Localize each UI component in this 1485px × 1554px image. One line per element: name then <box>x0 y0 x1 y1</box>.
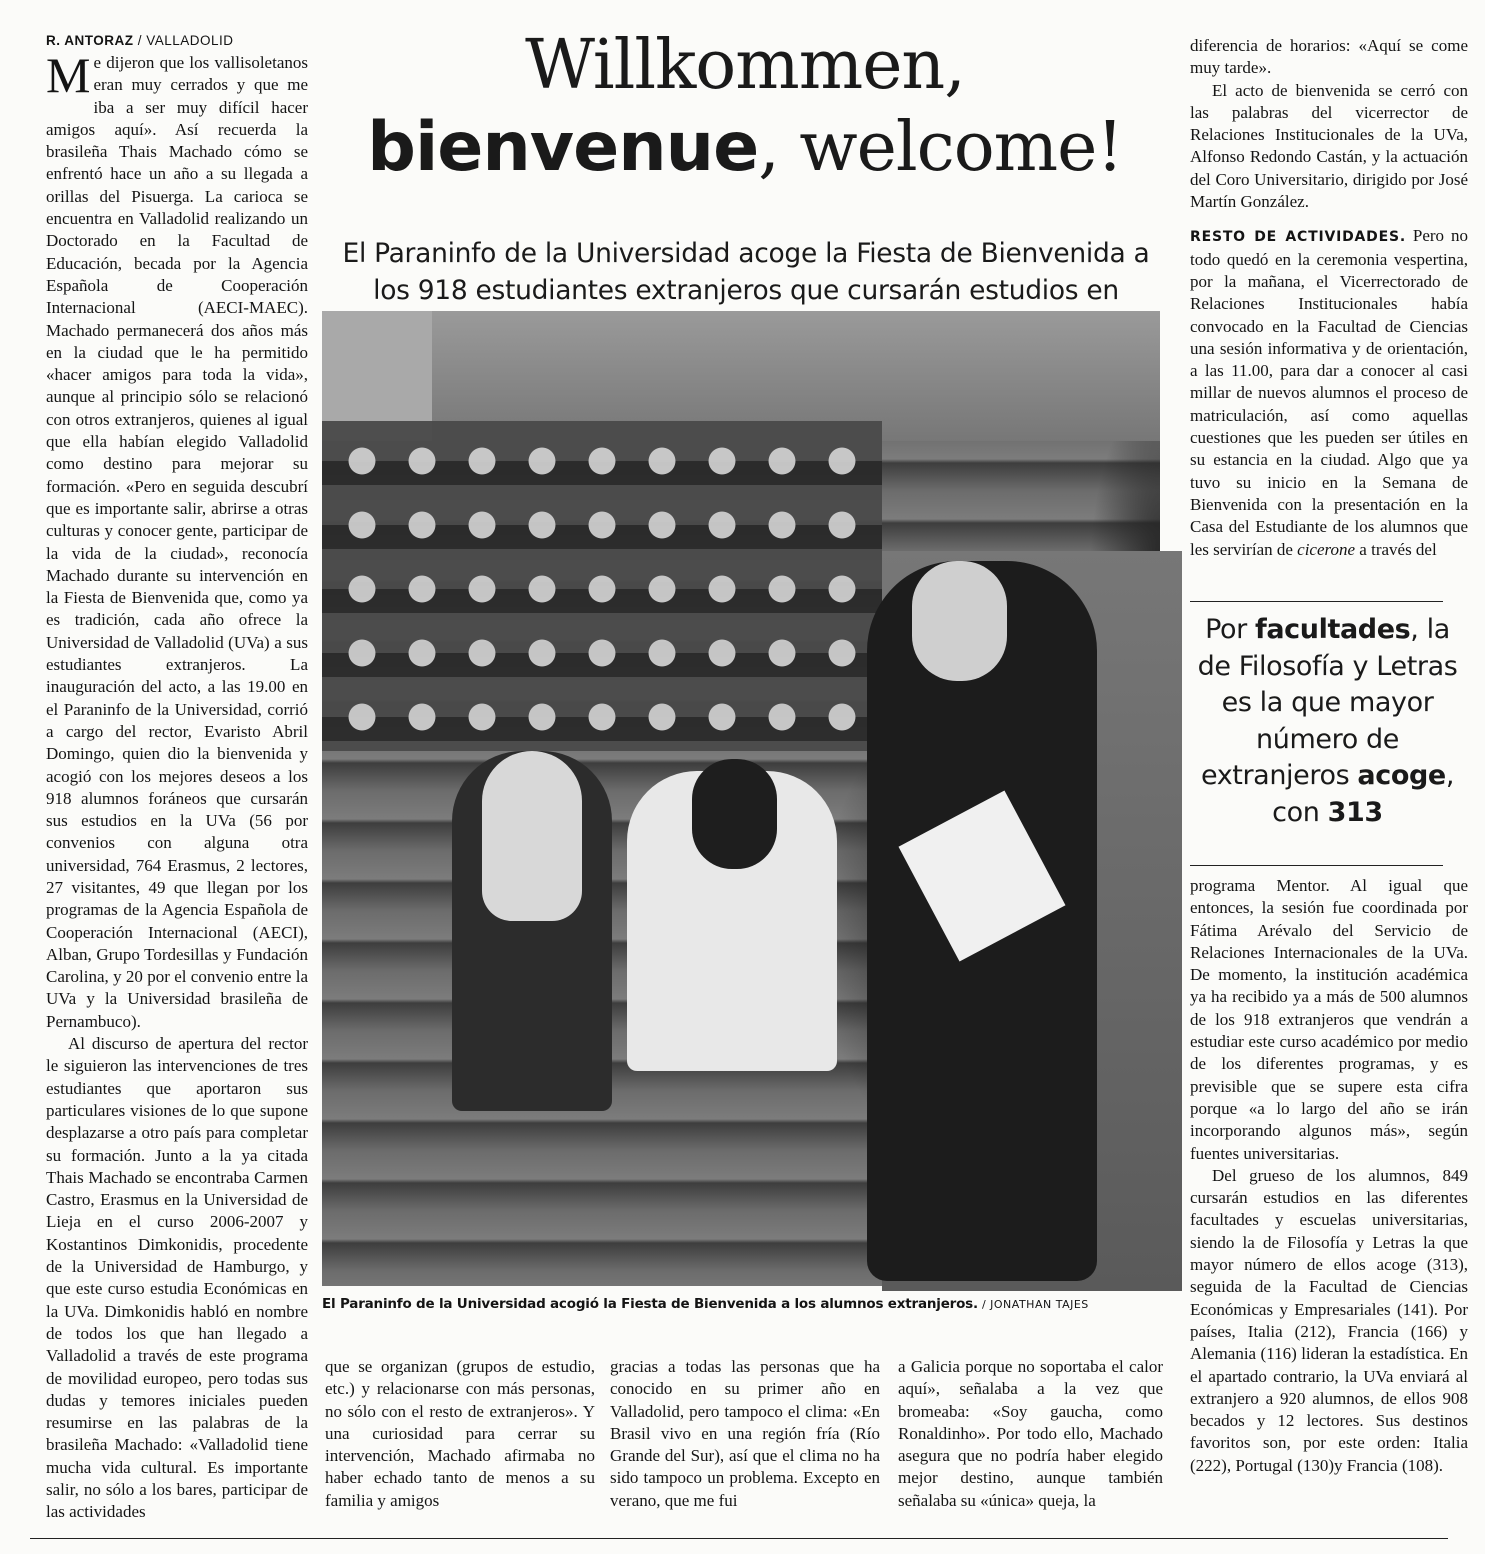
section-heading: RESTO DE ACTIVIDADES. <box>1190 229 1406 246</box>
byline-author: R. ANTORAZ <box>46 33 134 48</box>
article-column-3 <box>610 1356 880 1516</box>
paragraph: gracias a todas las personas que ha conocido en su primer año en Valladolid, pero tampoco el clima: «En Brasil vivo en una región fría (Río Grande del Sur), así que el clima no ha sido tampoco un problema. Excepto en verano, que me fui <box>610 1357 880 1510</box>
paragraph: a Galicia porque no soportaba el calor aquí», señalaba a la vez que bromeaba: «Soy gaucha, como Ronaldinho». Por todo ello, Machado asegura que no podría haber elegido mejor destino, aunque también señalaba su «única» queja, la <box>898 1357 1163 1510</box>
drop-cap: M <box>46 47 91 103</box>
pullquote-text: , la de Filosofía y Letras es la que mayor número de extranjeros <box>1197 614 1458 791</box>
byline <box>46 33 234 48</box>
pullquote-text: , con <box>1272 760 1455 828</box>
headline-bold-word: bienvenue <box>367 108 759 187</box>
paragraph: Al discurso de apertura del rector le siguieron las intervenciones de tres estudiantes que aportaron sus particulares visiones de lo que supone desplazarse a otro país para completar su formación. Junto a la ya citada Thais Machado se encontraba Carmen Castro, Erasmus en la Universidad de Lieja en el curso 2006-2007 y Kostantinos Dimkonidis, procedente de la Universidad de Hamburgo, y que este curso estudia Económicas en la UVa. Dimkonidis habló en nombre de todos los que han llegado a Valladolid a través de este programa de movilidad europeo, pero todas sus dudas y temores iniciales pueden resumirse en las palabras de la brasileña Machado: «Valladolid tiene mucha vida cultural. Es importante salir, no sólo a los bares, participar de las actividades <box>46 1034 308 1522</box>
photo-man-head <box>912 561 1007 681</box>
paragraph: programa Mentor. Al igual que entonces, la sesión fue coordinada por Fátima Arévalo del Servicio de Relaciones Internacionales de la UVa. De momento, la institución académica ya ha recibido ya a más de 500 alumnos de los 918 extranjeros que vendrán a estudiar este curso académico por medio de los diferentes programas, y es previsible que se supere esta cifra porque «a lo largo del año se irán incorporando algunos más», según fuentes universitarias. <box>1190 876 1468 1163</box>
article-column-4 <box>898 1356 1163 1516</box>
paragraph <box>1190 225 1468 560</box>
photo-student-right-hair <box>692 759 777 869</box>
photo-audience <box>322 421 882 751</box>
byline-separator: / <box>133 33 147 48</box>
subtitle: El Paraninfo de la Universidad acoge la Fiesta de Bienvenida a los 918 estudiantes extranjeros que cursarán estudios en <box>342 238 1150 306</box>
pullquote-top-rule <box>1190 601 1443 602</box>
pullquote-text: Por <box>1205 614 1255 645</box>
byline-place: VALLADOLID <box>146 33 234 48</box>
pullquote-bold: 313 <box>1327 796 1383 828</box>
pullquote-bottom-rule <box>1190 865 1443 866</box>
pullquote-bold: facultades <box>1255 614 1411 645</box>
paragraph-text: Pero no todo quedó en la ceremonia vespertina, por la mañana, el Vicerrectorado de Relaciones Institucionales había convocado en la Facultad de Ciencias una sesión informativa y de orientación, a las 11.00, para dar a conocer al casi millar de nuevos alumnos el proceso de matriculación, así como aquellas cuestiones que les pueden ser útiles en su estancia en la ciudad. Algo que ya tuvo su inicio en la Semana de Bienvenida con la presentación en la Casa del Estudiante de los alumnos que les servirían de <box>1190 226 1468 559</box>
article-column-5-bottom <box>1190 875 1468 1525</box>
photo-credit: / JONATHAN TAJES <box>981 1298 1089 1311</box>
paragraph: Del grueso de los alumnos, 849 cursarán estudios en las diferentes facultades y escuelas universitarias, siendo la de Filosofía y Letras la que mayor número de ellos acoge (313), seguida de la Facultad de Ciencias Económicas y Empresariales (141). Por países, Italia (212), Francia (166) y Alemania (116) lideran la estadística. En el apartado contrario, la UVa enviará al extranjero a 920 alumnos, de ellos 908 becados y 12 lectores. Sus destinos favoritos son, por este orden: Italia (222), Portugal (130)y Francia (108). <box>1190 1165 1468 1475</box>
lead-paragraph <box>46 47 308 1033</box>
paragraph: El acto de bienvenida se cerró con las palabras del vicerrector de Relaciones Institucionales de la UVa, Alfonso Redondo Castán, y la actuación del Coro Universitario, dirigido por José Martín González. <box>1190 80 1468 212</box>
paragraph: que se organizan (grupos de estudio, etc.) y relacionarse con más personas, no sólo con el resto de extranjeros». Y una curiosidad para cerrar su intervención, Machado afirmaba no haber echado tanto de menos a su familia y amigos <box>325 1357 595 1510</box>
paragraph: diferencia de horarios: «Aquí se come muy tarde». <box>1190 36 1468 78</box>
headline <box>330 25 1160 189</box>
article-column-5-top <box>1190 35 1468 595</box>
italic-word: cicerone <box>1297 539 1356 559</box>
pull-quote <box>1185 612 1470 831</box>
lead-paragraph-text: e dijeron que los vallisoletanos eran muy cerrados y que me iba a ser muy difícil hacer amigos aquí». Así recuerda la brasileña Thais Machado cómo se enfrentó hace un año a su llegada a orillas del Pisuerga. La carioca se encuentra en Valladolid realizando un Doctorado en la Facultad de Educación, becada por la Agencia Española de Cooperación Internacional (AECI-MAEC). Machado permanecerá dos años más en la ciudad que le ha permitido «hacer amigos para toda la vida», aunque al principio sólo se relacionó con otros extranjeros, quienes al igual que ella habían elegido Valladolid como destino para mejorar su formación. «Pero en seguida descubrí que es importante salir, abrirse a otras culturas y conocer gente, participar de la vida de la ciudad», reconocía Machado durante su intervención en la Fiesta de Bienvenida que, como ya es tradición, cada año ofrece la Universidad de Valladolid (UVa) a sus estudiantes extranjeros. La inauguración del acto, a las 19.00 en el Paraninfo de la Universidad, corrió a cargo del rector, Evaristo Abril Domingo, quien dio la bienvenida y acogió con los mejores deseos a los 918 alumnos foráneos que cursarán sus estudios en la UVa (56 por convenios con alguna otra universidad, 764 Erasmus, 2 lectores, 27 visitantes, 49 que llegan por los programas de la Agencia Española de Cooperación Internacional (AECI), Alban, Grupo Tordesillas y Fundación Carolina, y 20 por el convenio entre la UVa y la Universidad brasileña de Pernambuco). <box>46 53 308 1031</box>
pullquote-bold: acoge <box>1357 760 1446 791</box>
article-column-1 <box>46 47 308 1522</box>
headline-line-2 <box>330 107 1160 189</box>
article-column-2 <box>325 1356 595 1516</box>
photo-student-left-hair <box>482 751 582 921</box>
article-photo <box>322 311 1160 1286</box>
headline-line-1: Willkommen, <box>525 26 965 105</box>
caption-text: El Paraninfo de la Universidad acogió la Fiesta de Bienvenida a los alumnos extranjeros. <box>322 1296 978 1312</box>
paragraph-text-end: a través del <box>1355 539 1437 559</box>
headline-rest: , welcome! <box>758 108 1123 187</box>
photo-caption <box>322 1296 1162 1312</box>
page-bottom-rule <box>30 1538 1448 1539</box>
